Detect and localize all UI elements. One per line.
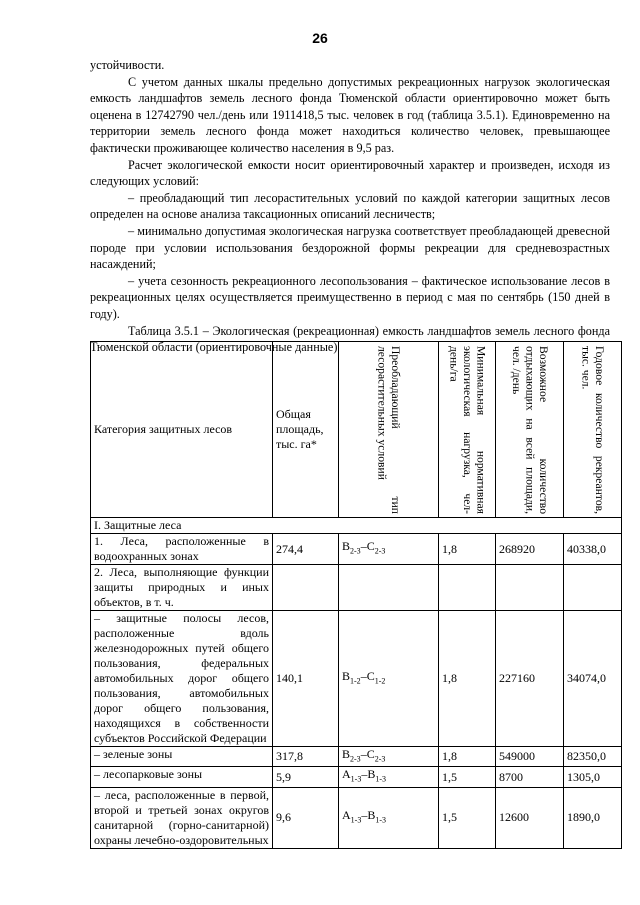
type-subscript: 2-3 [374,546,386,556]
cell-area [273,565,339,611]
cell-type [339,565,439,611]
cell-possible [496,565,564,611]
cell-annual [564,565,622,611]
cell-possible: 8700 [496,767,564,787]
type-letter: B [367,767,376,782]
type-letter: B [342,668,351,683]
type-subscript: 2-3 [350,546,361,556]
table-row [91,747,622,767]
capacity-table [90,341,622,849]
paragraph: – минимально допустимая экологическая нагрузка соответствует преобладающей древесной породе при условии использования бездорожной формы рекреации для средневозрастных насаждений; [90,223,610,272]
cell-annual: 82350,0 [564,747,622,767]
table-row [91,611,622,747]
type-subscript: 1-3 [350,815,362,825]
type-letter: B [367,808,376,823]
paragraph: Расчет экологической емкости носит ориентировочный характер и произведен, исходя из следующих условий: [90,157,610,189]
header-possible-cell [496,342,564,518]
cell-category: – лесопарковые зоны [91,767,273,787]
cell-area: 9,6 [273,787,339,848]
type-letter: B [342,539,351,554]
cell-possible: 268920 [496,534,564,565]
cell-load: 1,8 [439,534,496,565]
section-row [91,518,622,534]
type-dash: – [361,767,368,782]
cell-type [339,787,439,848]
type-subscript: 1-2 [374,676,386,686]
cell-annual: 40338,0 [564,534,622,565]
cell-possible: 12600 [496,787,564,848]
cell-load: 1,8 [439,611,496,747]
cell-annual: 1305,0 [564,767,622,787]
type-dash: – [360,747,367,761]
type-dash: – [361,808,368,823]
cell-category: 2. Леса, выполняющие функции защиты природных и иных объектов, в т. ч. [91,565,273,611]
paragraph: – преобладающий тип лесорастительных условий по каждой категории защитных лесов определен на основе анализа таксационных описаний лесничеств; [90,190,610,222]
paragraph: устойчивости. [90,58,165,72]
cell-category: – зеленые зоны [91,747,273,767]
header-category: Категория защитных лесов [91,342,273,518]
cell-annual: 34074,0 [564,611,622,747]
type-subscript: 1-2 [350,676,361,686]
cell-area: 5,9 [273,767,339,787]
type-subscript: 1-3 [375,774,387,784]
type-subscript: 1-3 [350,774,362,784]
table-row [91,787,622,848]
page-number: 26 [312,30,328,46]
cell-type [339,747,439,767]
cell-load: 1,5 [439,767,496,787]
header-type: Преобладающий тип лесорастительных условий [375,345,402,514]
cell-load: 1,8 [439,747,496,767]
type-letter: A [342,808,351,823]
header-load-cell [439,342,496,518]
table-row [91,767,622,787]
cell-load: 1,5 [439,787,496,848]
cell-area: 274,4 [273,534,339,565]
header-annual-cell [564,342,622,518]
document-body [90,57,610,356]
header-area: Общая площадь, тыс. га* [273,342,339,518]
type-letter: C [366,539,375,554]
cell-category: – леса, расположенные в первой, второй и третьей зонах округов санитарной (горно-санитарной) охраны лечебно-оздоровительных [91,787,273,848]
header-possible: Возможное количество отдыхающих на всей площади, чел. /день [509,345,550,514]
header-load: Минимальная нормативная экологическая нагрузка, чел-день/га [447,345,488,514]
type-dash: – [360,539,367,554]
type-letter: A [342,767,351,782]
cell-load [439,565,496,611]
type-dash: – [360,668,367,683]
type-letter: B [342,747,351,761]
table-caption: Таблица 3.5.1 – Экологическая (рекреационная) емкость ландшафтов земель лесного фонда Тюменской области (ориентировочные данные) [90,323,610,355]
cell-category: – защитные полосы лесов, расположенные вдоль железнодорожных путей общего пользования, федеральных автомобильных дорог общего пользования, автомобильных дорог общего пользования, находящихся в собственности субъектов Российской Федерации [91,611,273,747]
cell-area: 317,8 [273,747,339,767]
header-type-cell [339,342,439,518]
table-header-row [91,342,622,518]
type-subscript: 2-3 [350,754,361,764]
cell-type [339,611,439,747]
paragraph: – учета сезонность рекреационного лесопользования – фактическое использование лесов в рекреационных целях осуществляется преимущественно в период с мая по сентябрь (150 дней в году). [90,273,610,321]
cell-type [339,534,439,565]
cell-possible: 549000 [496,747,564,767]
section-title: I. Защитные леса [91,518,622,534]
cell-area: 140,1 [273,611,339,747]
paragraph: С учетом данных шкалы предельно допустимых рекреационных нагрузок экологическая емкость ландшафтов земель лесного фонда Тюменской области ориентировочно может быть оценена в 12742790 чел./день или 1911418,5 тыс. человек в год (таблица 3.5.1). Единовременно на территории земель лесного фонда может находиться количество человек, превышающее фактически проживающее количество населения в 9,5 раз. [90,74,610,155]
table-row [91,565,622,611]
cell-possible: 227160 [496,611,564,747]
type-letter: C [366,747,375,761]
header-annual: Годовое количество рекреантов, тыс. чел. [579,345,606,514]
table-row [91,534,622,565]
type-subscript: 2-3 [374,754,386,764]
cell-annual: 1890,0 [564,787,622,848]
cell-type [339,767,439,787]
cell-category: 1. Леса, расположенные в водоохранных зонах [91,534,273,565]
type-letter: C [366,668,375,683]
type-subscript: 1-3 [375,815,387,825]
